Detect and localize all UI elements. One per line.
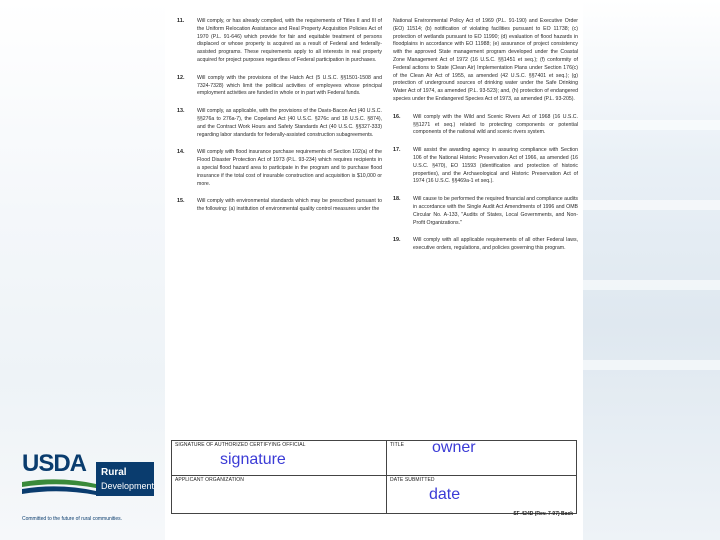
signature-value: signature (220, 451, 286, 468)
item-number: 18. (393, 196, 401, 203)
item-number: 15. (177, 198, 185, 205)
organization-label: APPLICANT ORGANIZATION (175, 477, 244, 483)
form-row-signature (172, 441, 576, 476)
assurance-item (393, 196, 578, 227)
signature-label: SIGNATURE OF AUTHORIZED CERTIFYING OFFICIAL (175, 442, 306, 448)
logo-tagline: Committed to the future of rural communities. (22, 516, 123, 522)
assurance-item (393, 114, 578, 137)
assurances-document-page (165, 0, 583, 540)
rural-text: Rural (101, 467, 127, 478)
assurance-item (177, 198, 382, 214)
assurance-item (393, 237, 578, 253)
item-text: National Environmental Policy Act of 1969 (P.L. 91-190) and Executive Order (EO) 11514; (b) notification of violating facilities pursuant to EO 11738; (c) protection of wetlands pursuant to EO 11990; (d) evaluation of flood hazards in floodplains in accordance with EO 11988; (e) assurance of project consistency with the approved State management program developed under the Coastal Zone Management Act of 1972 (16 U.S.C. §§1451 et seq.); (f) conformity of Federal actions to State (Clean Air) Implementation Plans under Section 176(c) of the Clean Air Act of 1955, as amended (42 U.S.C. §§7401 et seq.); (g) protection of underground sources of drinking water under the Safe Drinking Water Act of 1974, as amended (P.L. 93-523); and, (h) protection of endangered species under the Endangered Species Act of 1973, as amended (P.L. 93-205). (393, 18, 578, 102)
item-text: Will comply with the provisions of the Hatch Act (5 U.S.C. §§1501-1508 and 7324-7328) which limit the political activities of employees whose principal employment activities are funded in whole or in part with Federal funds. (197, 74, 382, 97)
title-cell[interactable] (387, 441, 576, 475)
item-text: Will comply, as applicable, with the provisions of the Davis-Bacon Act (40 U.S.C. §§276a to 276a-7), the Copeland Act (40 U.S.C. §276c and 18 U.S.C. §874), and the Contract Work Hours and Safety Standards Act (40 U.S.C. §§327-333) regarding labor standards for federally-assisted construction subagreements. (197, 108, 382, 138)
right-column (393, 18, 578, 263)
item-number: 16. (393, 113, 401, 120)
item-text: Will assist the awarding agency in assuring compliance with Section 106 of the National Historic Preservation Act of 1966, as amended (16 U.S.C. §470), EO 11593 (identification and protection of historic properties), and the Archaeological and Historic Preservation Act of 1974 (16 U.S.C. §§469a-1 et seq.). (413, 147, 578, 185)
signature-form (171, 440, 577, 514)
item-text: Will cause to be performed the required financial and compliance audits in accordance with the Single Audit Act Amendments of 1996 and OMB Circular No. A-133, "Audits of States, Local Governments, and Non-Profit Organizations." (413, 196, 578, 226)
background-stripe (580, 280, 720, 290)
usda-rural-development-logo (22, 440, 162, 530)
development-text: Development (101, 481, 155, 491)
item-text: Will comply with all applicable requirements of all other Federal laws, executive orders, regulations, and policies governing this program. (413, 237, 578, 252)
date-value: date (429, 486, 461, 503)
date-cell[interactable] (387, 476, 576, 513)
item-number: 12. (177, 74, 185, 81)
slide-background-right (580, 0, 720, 540)
item-text: Will comply with environmental standards which may be prescribed pursuant to the following: (a) institution of environmental quality control measures under the (197, 198, 382, 213)
background-stripe (580, 120, 720, 130)
usda-wordmark: USDA (22, 450, 87, 477)
item-text: Will comply with flood insurance purchase requirements of Section 102(a) of the Flood Disaster Protection Act of 1973 (P.L. 93-234) which requires recipients in a special flood hazard area to participate in the program and to purchase flood insurance if the total cost of insurable construction and acquisition is $10,000 or more. (197, 149, 382, 187)
left-column (177, 18, 382, 224)
usda-swoosh-icon (22, 478, 96, 500)
assurance-item (177, 108, 382, 139)
signature-cell[interactable] (172, 441, 387, 475)
rural-development-box (96, 462, 154, 496)
date-label: DATE SUBMITTED (390, 477, 435, 483)
assurance-item (177, 18, 382, 65)
assurance-item (393, 147, 578, 186)
background-stripe (580, 200, 720, 210)
title-value: owner (432, 439, 476, 456)
item-number: 14. (177, 149, 185, 156)
background-stripe (580, 360, 720, 370)
assurance-item (177, 149, 382, 188)
item-text: Will comply, or has already complied, with the requirements of Titles II and III of the Uniform Relocation Assistance and Real Property Acquisition Policies Act of 1970 (P.L. 91-646) which provide for fair and equitable treatment of persons displaced or whose property is acquired as a result of Federal and federally-assisted programs. These requirements apply to all interests in real property acquired for project purposes regardless of Federal participation in purchases. (197, 18, 382, 63)
item-number: 11. (177, 18, 185, 24)
item-number: 13. (177, 108, 185, 115)
organization-cell[interactable] (172, 476, 387, 513)
assurance-item-continued (393, 18, 578, 104)
form-number: SF-424D (Rev. 7-97) Back (513, 511, 573, 517)
item-text: Will comply with the Wild and Scenic Rivers Act of 1968 (16 U.S.C. §§1271 et seq.) related to protecting components or potential components of the national wild and scenic rivers system. (413, 113, 578, 136)
item-number: 19. (393, 237, 401, 244)
form-row-organization (172, 476, 576, 513)
title-label: TITLE (390, 442, 405, 448)
assurance-item (177, 75, 382, 98)
item-number: 17. (393, 147, 401, 154)
